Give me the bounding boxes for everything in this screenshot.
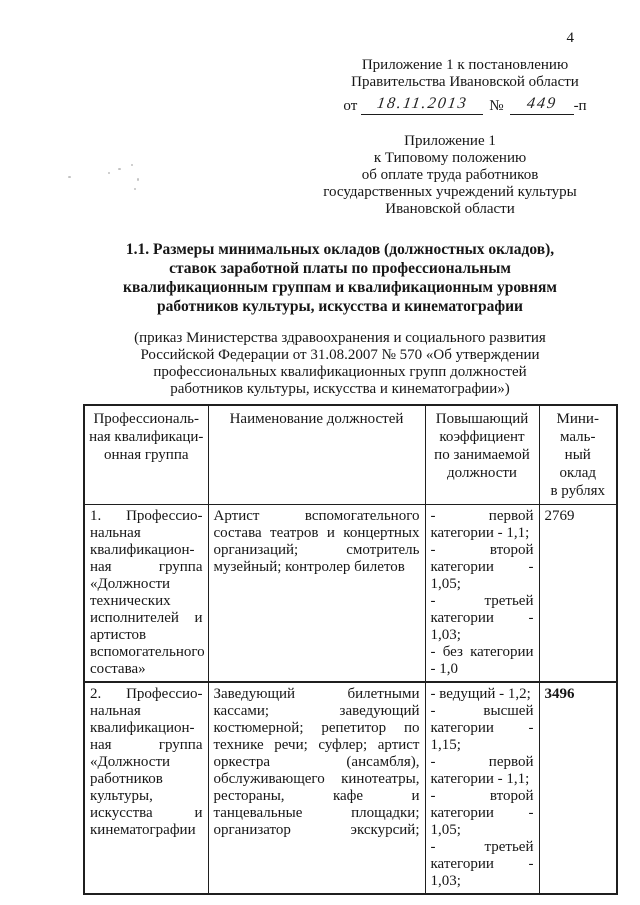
coefficient-item: - ведущий - 1,2; (430, 686, 531, 702)
coefficient-item: - первой категории - 1,1; (430, 754, 534, 787)
table-row (84, 682, 617, 894)
date-prefix-label: от (343, 98, 358, 114)
header-line: Наименование должностей (229, 411, 404, 427)
header-line: коэффициент (439, 429, 525, 445)
scan-speck (131, 164, 133, 166)
number-blank (510, 95, 574, 115)
cell-coefficients-1 (425, 505, 539, 683)
coefficient-item: - третьей категории - 1,03; (430, 839, 534, 889)
handwritten-date: 18.11.2013 (375, 95, 469, 112)
section-heading (100, 240, 580, 316)
legal-reference (110, 330, 570, 398)
coefficient-item: - второй категории - 1,05; (430, 788, 534, 838)
column-header-salary (539, 405, 617, 505)
scan-speck (118, 168, 121, 170)
salary-table (83, 404, 618, 895)
stamp-line: к Типовому положению (373, 150, 527, 166)
table-header-row (84, 405, 617, 505)
header-line: по занимаемой (434, 447, 530, 463)
stamp-line: Правительства Ивановской области (351, 74, 579, 90)
header-line: должности (447, 465, 517, 481)
scan-speck (134, 188, 136, 190)
stamp-line: об оплате труда работников (361, 167, 539, 183)
page-number: 4 (566, 30, 574, 46)
number-sign-label: № (489, 98, 504, 114)
coefficient-item: - высшей категории - 1,15; (430, 703, 534, 753)
header-line: Мини- (556, 411, 599, 427)
scan-speck (108, 172, 110, 174)
column-header-coefficient (425, 405, 539, 505)
cell-group-1: 1. Профессио-нальная квалификацион-ная группа «Должности технических исполнителей и артистов вспомогательного состава» (84, 505, 208, 683)
header-line: ная квалификаци- (89, 429, 204, 445)
stamp-line: Ивановской области (385, 201, 515, 217)
header-line: Профессиональ- (93, 411, 200, 427)
header-line: маль- (559, 429, 596, 445)
stamp-line: Приложение 1 (404, 133, 496, 149)
heading-line: работников культуры, искусства и кинематографии (157, 298, 523, 315)
date-blank (361, 95, 483, 115)
coefficient-item: - без категории - 1,0 (430, 644, 534, 677)
subheading-line: профессиональных квалификационных групп должностей (153, 364, 527, 380)
header-line: ный (564, 447, 591, 463)
scan-speck (68, 176, 71, 178)
cell-positions-1: Артист вспомогательного состава театров и концертных организаций; смотритель музейный; контролер билетов (208, 505, 425, 683)
header-line: Повышающий (435, 411, 529, 427)
heading-line: 1.1. Размеры минимальных окладов (должностных окладов), (125, 241, 555, 258)
coefficient-item: - второй категории - 1,05; (430, 542, 534, 592)
scan-speck (137, 178, 139, 181)
stamp-line: государственных учреждений культуры (323, 184, 577, 200)
header-line: онная группа (103, 447, 189, 463)
column-header-group (84, 405, 208, 505)
number-suffix-label: -п (573, 98, 587, 114)
stamp-line: Приложение 1 к постановлению (361, 57, 569, 73)
subheading-line: работников культуры, искусства и кинематографии») (170, 381, 510, 397)
cell-coefficients-2 (425, 682, 539, 894)
heading-line: ставок заработной платы по профессиональным (169, 260, 511, 277)
approval-stamp-resolution (315, 57, 615, 115)
column-header-positions (208, 405, 425, 505)
cell-salary-1: 2769 (539, 505, 617, 683)
table-row (84, 505, 617, 683)
coefficient-item: - третьей категории - 1,03; (430, 593, 534, 643)
subheading-line: (приказ Министерства здравоохранения и социального развития (134, 330, 546, 346)
heading-line: квалификационным группам и квалификационным уровням (123, 279, 557, 296)
coefficient-item: - первой категории - 1,1; (430, 508, 534, 541)
cell-group-2: 2. Профессио-нальная квалификацион-ная группа «Должности работников культуры, искусства и кинематографии (84, 682, 208, 894)
resolution-date-number-line (315, 95, 615, 115)
cell-salary-2: 3496 (539, 682, 617, 894)
header-line: в рублях (550, 483, 606, 499)
cell-positions-2: Заведующий билетными кассами; заведующий костюмерной; репетитор по технике речи; суфлер; артист оркестра (ансамбля), обслуживающего кинотеатры, рестораны, кафе и танцевальные площадки; организатор экскурсий; (208, 682, 425, 894)
handwritten-number: 449 (525, 95, 558, 112)
subheading-line: Российской Федерации от 31.08.2007 № 570 «Об утверждении (140, 347, 540, 363)
header-line: оклад (559, 465, 597, 481)
approval-stamp-regulation (290, 133, 610, 218)
